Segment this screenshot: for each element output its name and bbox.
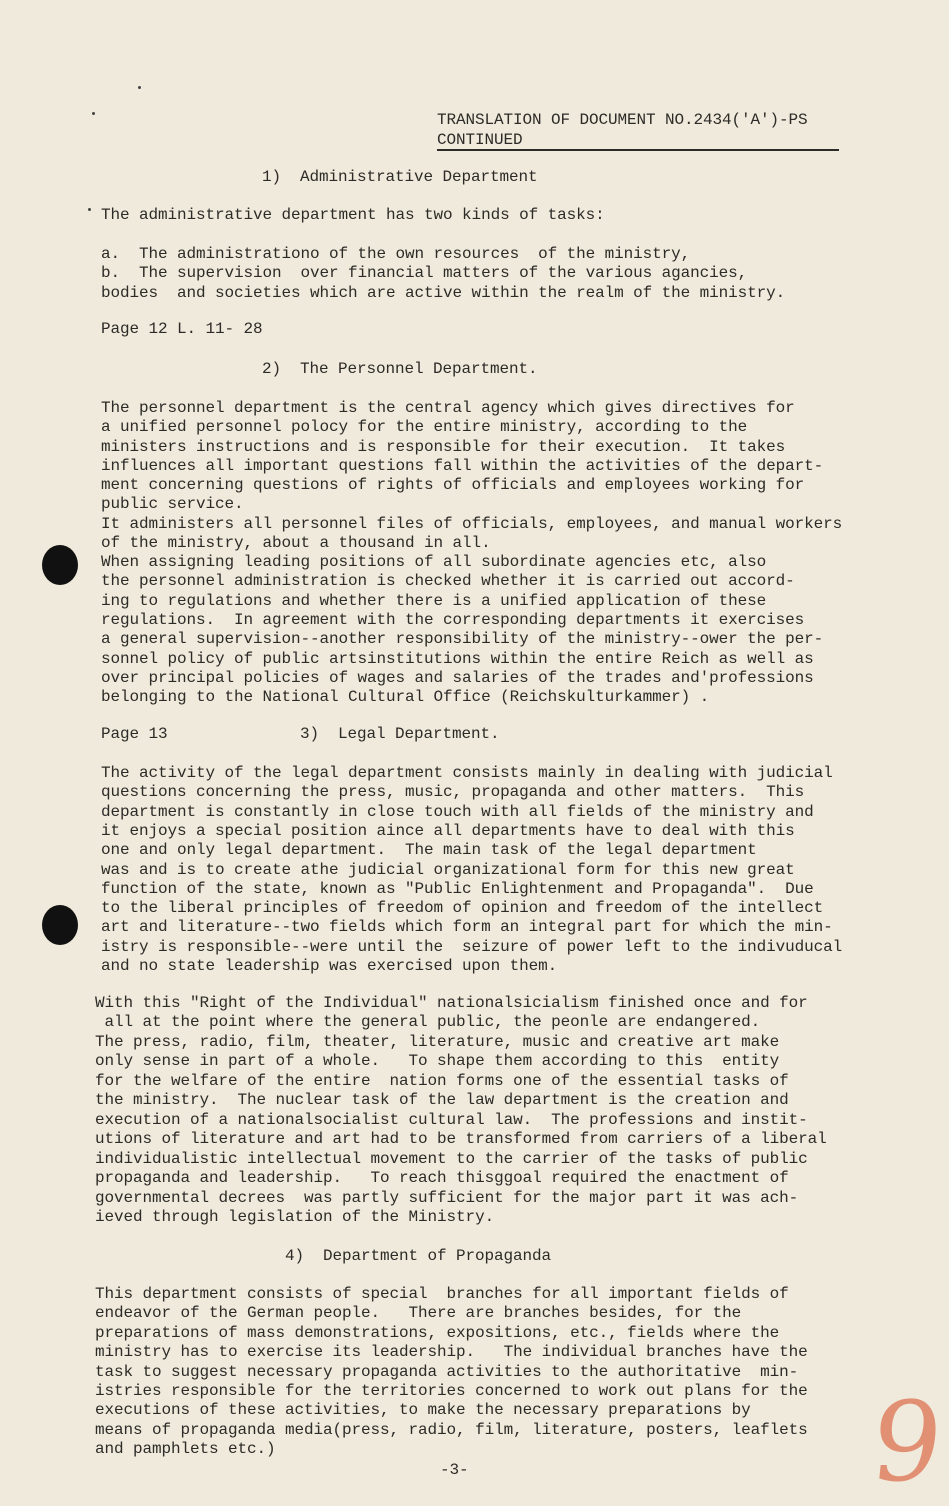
speck	[92, 112, 95, 115]
document-subtitle: CONTINUED	[437, 131, 523, 149]
text-line: regulations. In agreement with the corresponding departments it exercises	[101, 610, 805, 629]
text-line: a unified personnel polocy for the entire ministry, according to the	[101, 418, 748, 437]
text-line: ieved through legislation of the Ministry.	[95, 1207, 495, 1226]
text-line: one and only legal department. The main task of the legal department	[101, 841, 757, 860]
text-line: ing to regulations and whether there is a unified application of these	[101, 591, 767, 610]
text-line: influences all important questions fall within the activities of the depart-	[101, 456, 824, 475]
text-line: preparations of mass demonstrations, expositions, etc., fields where the	[95, 1323, 780, 1342]
text-line: only sense in part of a whole. To shape them according to this entity	[95, 1052, 780, 1071]
text-line: executions of these activities, to make the necessary preparations by	[95, 1401, 751, 1420]
text-line: to the liberal principles of freedom of opinion and freedom of the intellect	[101, 899, 824, 918]
text-line: belonging to the National Cultural Office (Reichskulturkammer) .	[101, 688, 710, 707]
page-number: -3-	[440, 1461, 469, 1479]
text-line: sonnel policy of public artsinstitutions within the entire Reich as well as	[101, 649, 814, 668]
text-line: was and is to create athe judicial organizational form for this new great	[101, 860, 795, 879]
text-line: propaganda and leadership. To reach thisggoal required the enactment of	[95, 1169, 789, 1188]
text-line: task to suggest necessary propaganda activities to the authoritative min-	[95, 1362, 799, 1381]
text-line: This department consists of special branches for all important fields of	[95, 1285, 789, 1303]
text-line: a. The administrationo of the own resources of the ministry,	[101, 245, 691, 263]
text-line: ministry has to exercise its leadership. The individual branches have the	[95, 1343, 808, 1362]
text-line: art and literature--two fields which form an integral part for which the min-	[101, 918, 833, 937]
text-line: questions concerning the press, music, propaganda and other matters. This	[101, 783, 805, 802]
text-line: a general supervision--another responsibility of the ministry--ower the per-	[101, 630, 824, 649]
text-line: istries responsible for the territories concerned to work out plans for the	[95, 1382, 808, 1400]
punch-hole	[42, 905, 78, 945]
text-line: ment concerning questions of rights of officials and employees working for	[101, 476, 805, 495]
speck	[88, 208, 91, 211]
text-line: the personnel administration is checked whether it is carried out accord-	[101, 572, 795, 591]
text-line: function of the state, known as "Public Enlightenment and Propaganda". Due	[101, 879, 814, 898]
section-heading-propaganda: 4) Department of Propaganda	[285, 1247, 552, 1265]
text-line: The activity of the legal department consists mainly in dealing with judicial	[101, 764, 833, 782]
text-line: public service.	[101, 495, 244, 514]
page-ref-13: Page 13	[101, 725, 168, 743]
text-line: execution of a nationalsocialist cultural law. The professions and instit-	[95, 1110, 808, 1129]
text-line: The administrative department has two kinds of tasks:	[101, 206, 605, 224]
text-line: utions of literature and art had to be transformed from carriers of a liberal	[95, 1130, 827, 1149]
text-line: The personnel department is the central agency which gives directives for	[101, 399, 795, 417]
page-ref-12: Page 12 L. 11- 28	[101, 320, 263, 338]
text-line: for the welfare of the entire nation forms one of the essential tasks of	[95, 1071, 789, 1090]
header-rule	[437, 149, 839, 151]
text-line: endeavor of the German people. There are branches besides, for the	[95, 1304, 742, 1323]
section-heading-personnel: 2) The Personnel Department.	[262, 360, 538, 378]
text-line: When assigning leading positions of all subordinate agencies etc, also	[101, 553, 767, 572]
text-line: governmental decrees was partly sufficient for the major part it was ach-	[95, 1188, 799, 1207]
punch-hole	[42, 545, 78, 585]
text-line: istry is responsible--were until the seizure of power left to the indivuducal	[101, 937, 843, 956]
text-line: it enjoys a special position aince all departments have to deal with this	[101, 821, 795, 840]
text-line: department is constantly in close touch with all fields of the ministry and	[101, 802, 814, 821]
text-line: and pamphlets etc.)	[95, 1440, 276, 1459]
speck	[138, 86, 141, 89]
text-line: It administers all personnel files of officials, employees, and manual workers	[101, 514, 843, 533]
text-line: With this "Right of the Individual" nationalsicialism finished once and for	[95, 994, 808, 1012]
text-line: individualistic intellectual movement to the carrier of the tasks of public	[95, 1149, 808, 1168]
text-line: all at the point where the general public, the peonle are endangered.	[95, 1013, 761, 1032]
text-line: bodies and societies which are active within the realm of the ministry.	[101, 283, 786, 302]
text-line: over principal policies of wages and salaries of the trades and'professions	[101, 668, 814, 687]
text-line: ministers instructions and is responsible for their execution. It takes	[101, 437, 786, 456]
handwritten-page-mark: 9	[865, 1378, 949, 1506]
document-title: TRANSLATION OF DOCUMENT NO.2434('A')-PS	[437, 111, 808, 129]
text-line: the ministry. The nuclear task of the law department is the creation and	[95, 1091, 789, 1110]
text-line: of the ministry, about a thousand in all.	[101, 533, 491, 552]
text-line: and no state leadership was exercised upon them.	[101, 957, 558, 975]
section-heading-administrative: 1) Administrative Department	[262, 168, 538, 186]
text-line: The press, radio, film, theater, literature, music and creative art make	[95, 1032, 780, 1051]
section-heading-legal: 3) Legal Department.	[300, 725, 500, 743]
text-line: b. The supervision over financial matters of the various agancies,	[101, 264, 748, 283]
text-line: means of propaganda media(press, radio, film, literature, posters, leaflets	[95, 1420, 808, 1439]
